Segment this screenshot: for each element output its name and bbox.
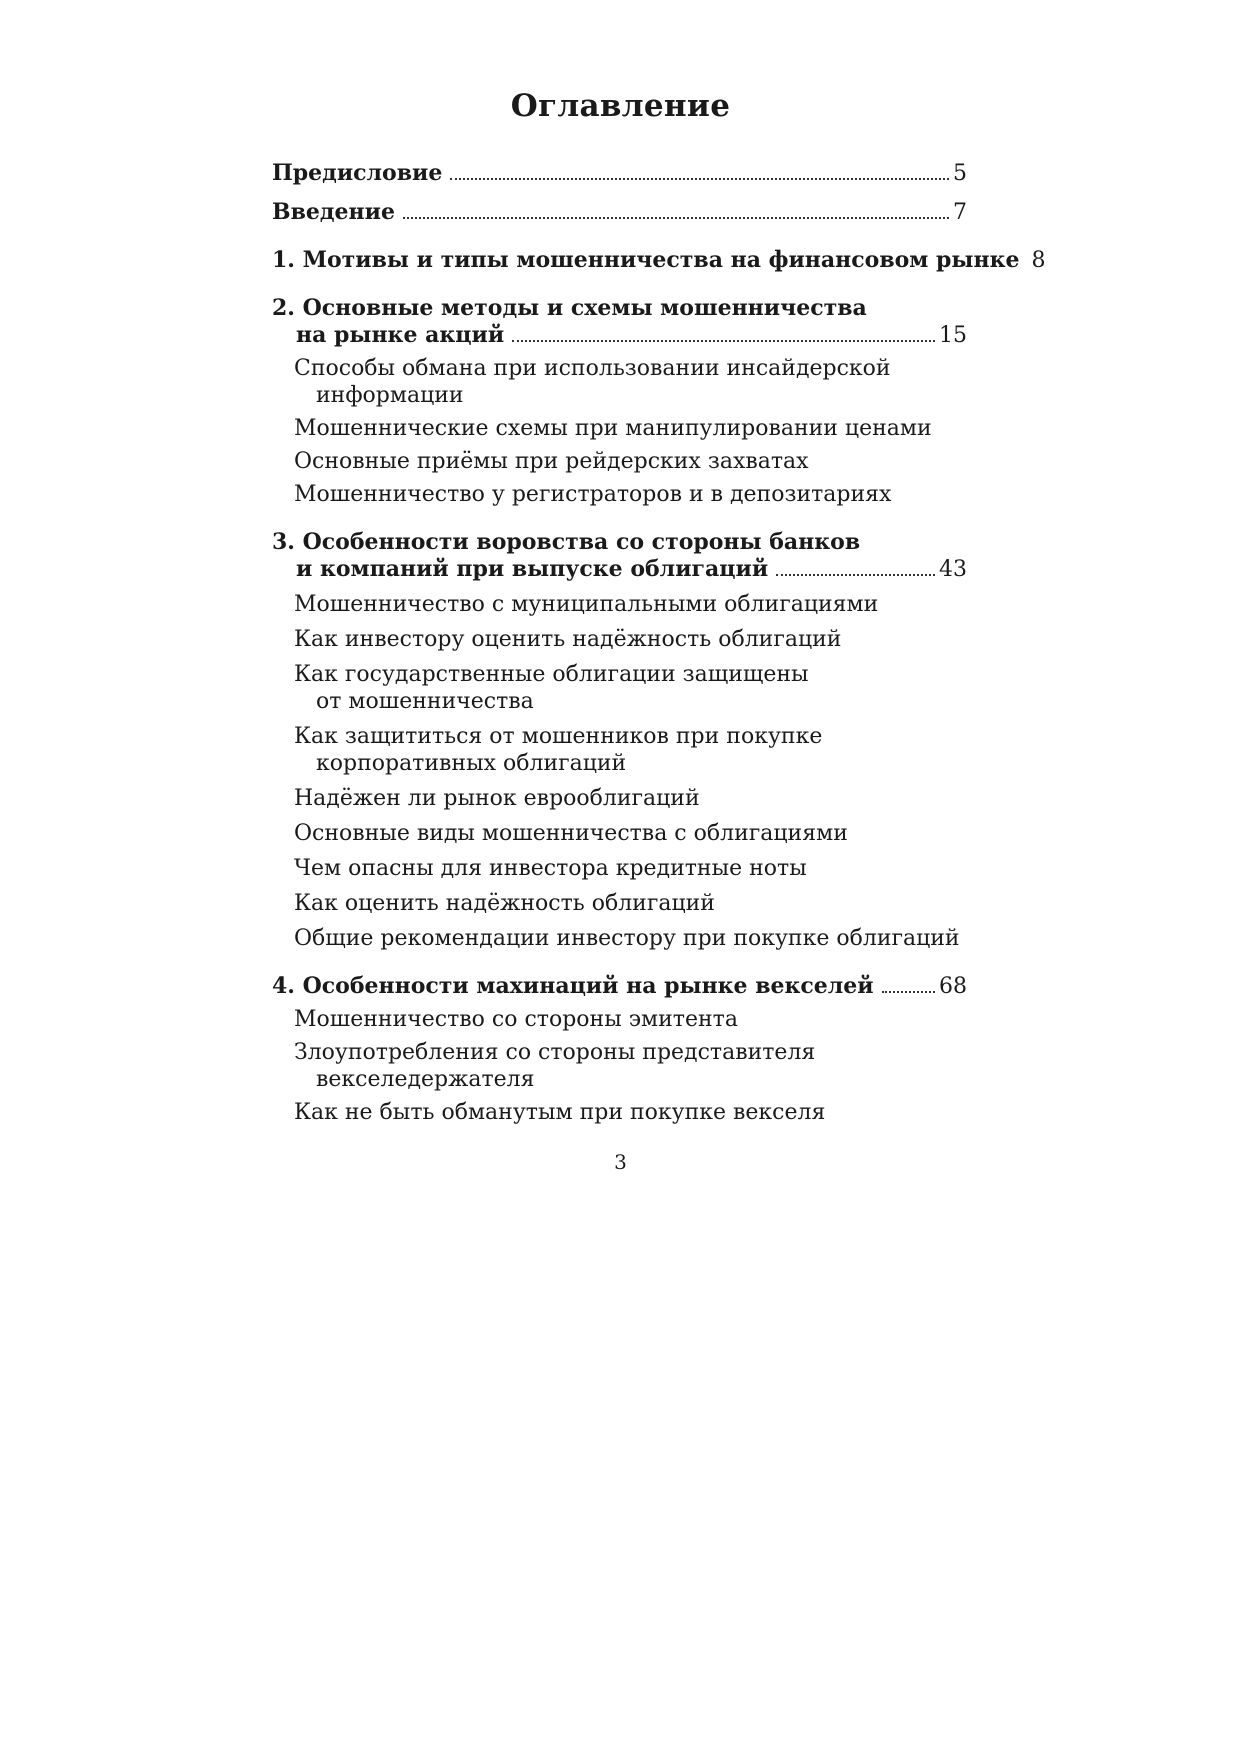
toc-entry-label: 1. Мотивы и типы мошенничества на финансовом рынке bbox=[272, 247, 1020, 273]
toc-subentry-line1: Злоупотребления со стороны представителя bbox=[294, 1040, 816, 1065]
toc-subentry[interactable] bbox=[272, 890, 967, 917]
toc-entry-chapter-3[interactable] bbox=[272, 529, 967, 583]
toc-subentry[interactable] bbox=[272, 785, 967, 812]
toc-subentry[interactable] bbox=[272, 1006, 967, 1033]
toc-subentry[interactable] bbox=[272, 661, 967, 715]
toc-subentry-line1: Как инвестору оценить надёжность облигаций bbox=[294, 627, 842, 652]
leader-dots bbox=[512, 339, 935, 342]
toc-entry-label: 4. Особенности махинаций на рынке векселей bbox=[272, 973, 874, 999]
toc-subentry-line1: Мошенничество со стороны эмитента bbox=[294, 1007, 738, 1032]
toc-subentry-line1: Мошеннические схемы при манипулировании ценами bbox=[294, 416, 932, 441]
toc-page-number: 68 bbox=[939, 974, 967, 999]
toc-subentry-line1: Надёжен ли рынок еврооблигаций bbox=[294, 786, 700, 811]
toc-subentry-line1: Как защититься от мошенников при покупке bbox=[294, 724, 823, 749]
leader-dots bbox=[450, 177, 949, 180]
toc-subentry-line1: Основные приёмы при рейдерских захватах bbox=[294, 449, 809, 474]
toc-entry-label: Введение bbox=[272, 199, 395, 225]
toc-subentry[interactable] bbox=[272, 1099, 967, 1126]
table-of-contents bbox=[272, 160, 1046, 1126]
toc-page-number: 15 bbox=[939, 323, 967, 348]
toc-page-number: 8 bbox=[1031, 248, 1046, 273]
toc-entry-preface[interactable] bbox=[272, 160, 967, 187]
toc-subentry-line1: Основные виды мошенничества с облигациями bbox=[294, 821, 848, 846]
toc-subentry-line2: от мошенничества bbox=[316, 689, 534, 714]
toc-subentry[interactable] bbox=[272, 1039, 967, 1093]
toc-subentry-line1: Мошенничество у регистраторов и в депозитариях bbox=[294, 482, 892, 507]
toc-subentry-line1: Как не быть обманутым при покупке векселя bbox=[294, 1100, 826, 1125]
toc-entry-label-line1: 2. Основные методы и схемы мошенничества bbox=[272, 295, 867, 321]
toc-entry-chapter-4[interactable] bbox=[272, 973, 967, 1000]
toc-subentry[interactable] bbox=[272, 723, 967, 777]
page-title: Оглавление bbox=[510, 88, 731, 124]
toc-entry-label-line2: и компаний при выпуске облигаций bbox=[296, 556, 769, 582]
leader-dots bbox=[882, 990, 935, 993]
toc-entry-label-line2: на рынке акций bbox=[296, 322, 505, 348]
toc-page-number: 5 bbox=[953, 161, 967, 186]
toc-subentry[interactable] bbox=[272, 415, 967, 442]
toc-page-number: 43 bbox=[939, 557, 967, 582]
toc-entry-chapter-2[interactable] bbox=[272, 295, 967, 349]
toc-subentry-line1: Чем опасны для инвестора кредитные ноты bbox=[294, 856, 807, 881]
toc-subentry-line1: Способы обмана при использовании инсайдерской bbox=[294, 356, 891, 381]
toc-page-number: 7 bbox=[953, 200, 967, 225]
toc-subentry-line2: векселедержателя bbox=[316, 1067, 535, 1092]
toc-subentry[interactable] bbox=[272, 820, 967, 847]
toc-subentry[interactable] bbox=[272, 925, 967, 952]
toc-subentry-line1: Как государственные облигации защищены bbox=[294, 662, 809, 687]
toc-subentry-line2: информации bbox=[316, 383, 464, 408]
toc-entry-label: Предисловие bbox=[272, 160, 443, 186]
toc-subentry-line1: Мошенничество с муниципальными облигациями bbox=[294, 592, 879, 617]
toc-entry-chapter-1[interactable] bbox=[272, 247, 1046, 274]
toc-entry-intro[interactable] bbox=[272, 199, 967, 226]
toc-subentry[interactable] bbox=[272, 355, 967, 409]
toc-subentry-line1: Общие рекомендации инвестору при покупке облигаций bbox=[294, 926, 960, 951]
leader-dots bbox=[403, 216, 949, 219]
toc-subentry[interactable] bbox=[272, 481, 967, 508]
toc-subentry-line2: корпоративных облигаций bbox=[316, 751, 627, 776]
toc-subentry-line1: Как оценить надёжность облигаций bbox=[294, 891, 715, 916]
toc-subentry[interactable] bbox=[272, 591, 967, 618]
toc-subentry[interactable] bbox=[272, 626, 967, 653]
toc-subentry[interactable] bbox=[272, 855, 967, 882]
toc-subentry[interactable] bbox=[272, 448, 967, 475]
page-number: 3 bbox=[614, 1150, 627, 1174]
leader-dots bbox=[776, 573, 935, 576]
toc-entry-label-line1: 3. Особенности воровства со стороны банков bbox=[272, 529, 861, 555]
